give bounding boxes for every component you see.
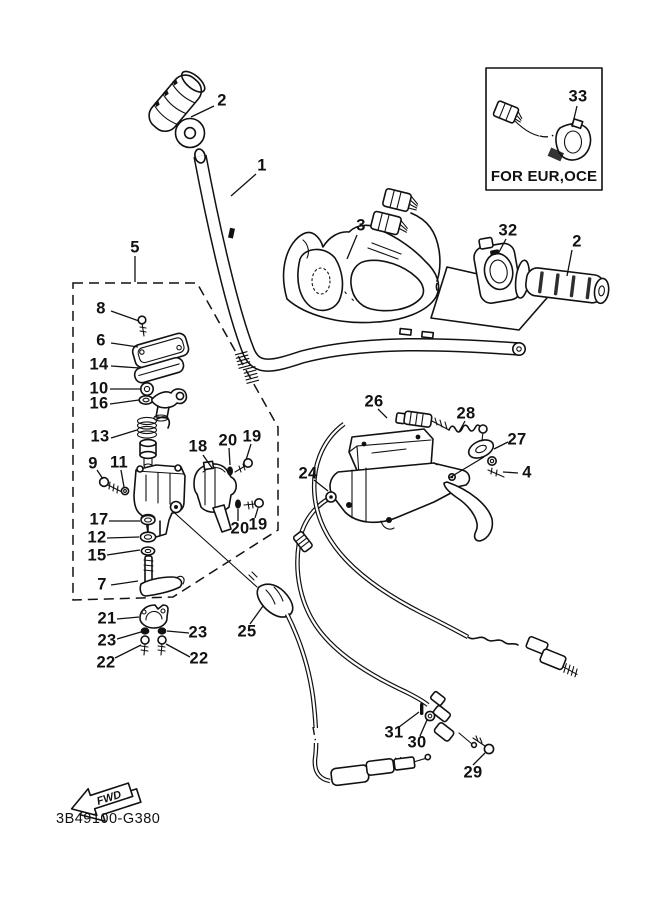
callout-23: 23 — [188, 623, 208, 642]
handle-cover — [284, 225, 439, 322]
callout-2: 2 — [217, 91, 227, 110]
fwd-arrow-label: FWD — [95, 788, 123, 808]
callout-6: 6 — [96, 331, 106, 350]
callout-22: 22 — [96, 653, 116, 672]
callout-11: 11 — [109, 453, 129, 472]
callout-1: 1 — [257, 156, 267, 175]
callout-29: 29 — [463, 763, 483, 782]
callout-17: 17 — [89, 510, 109, 529]
leader-lines — [97, 106, 577, 765]
callout-9: 9 — [88, 454, 98, 473]
callout-28: 28 — [456, 404, 476, 423]
callout-26: 26 — [364, 392, 384, 411]
grip-left — [143, 66, 209, 147]
clamp-21 — [140, 605, 168, 655]
callout-33: 33 — [568, 87, 588, 106]
callout-4: 4 — [522, 463, 532, 482]
callout-20: 20 — [218, 431, 238, 450]
spring-13 — [138, 417, 170, 468]
callout-15: 15 — [87, 546, 107, 565]
callout-7: 7 — [97, 575, 107, 594]
callout-18: 18 — [188, 437, 208, 456]
callout-12: 12 — [87, 528, 107, 547]
callout-13: 13 — [90, 427, 110, 446]
callout-5: 5 — [130, 238, 140, 257]
bolt-22-right — [158, 636, 166, 655]
callout-20: 20 — [230, 519, 250, 538]
callout-24: 24 — [298, 464, 318, 483]
callout-2: 2 — [572, 232, 582, 251]
pivot-bolt-7 — [140, 556, 184, 596]
callout-19: 19 — [248, 515, 268, 534]
callout-10: 10 — [89, 379, 109, 398]
callout-27: 27 — [507, 430, 527, 449]
callout-8: 8 — [96, 299, 106, 318]
cable-25-lower-end — [330, 754, 432, 786]
callout-30: 30 — [407, 733, 427, 752]
cable-end-threaded — [522, 636, 584, 677]
callout-19: 19 — [242, 427, 262, 446]
master-cylinder-assembly — [326, 429, 492, 541]
callout-16: 16 — [89, 394, 109, 413]
part-number: 3B49100-G380 — [56, 811, 161, 827]
callout-14: 14 — [89, 355, 109, 374]
callout-32: 32 — [498, 221, 518, 240]
callout-22: 22 — [189, 649, 209, 668]
inset-caption: FOR EUR,OCE — [490, 168, 598, 185]
callout-21: 21 — [97, 609, 117, 628]
callout-31: 31 — [384, 723, 404, 742]
bolt-22-left — [141, 636, 149, 655]
callout-23: 23 — [97, 631, 117, 650]
callout-25: 25 — [237, 622, 257, 641]
screw-4 — [488, 457, 504, 477]
callout-3: 3 — [356, 216, 366, 235]
